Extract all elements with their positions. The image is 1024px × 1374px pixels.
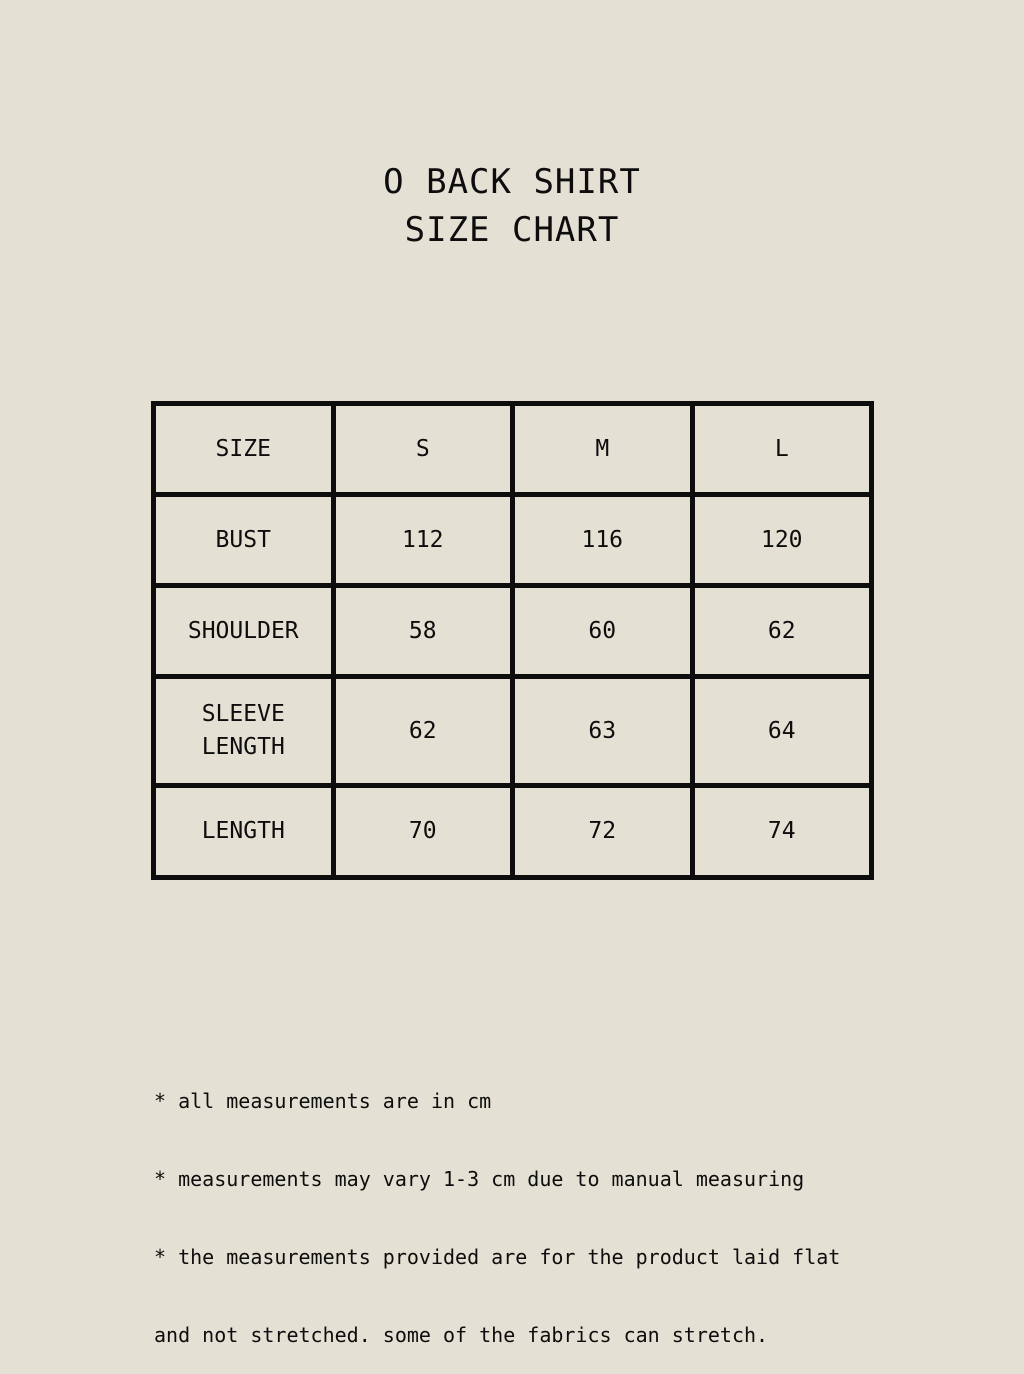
note-line-2: * measurements may vary 1-3 cm due to manual measuring (154, 1167, 805, 1191)
table-row-shoulder (154, 586, 872, 677)
measurement-notes (154, 1036, 914, 1374)
shoulder-l-value: 62 (692, 586, 872, 677)
note-line-4: and not stretched. some of the fabrics can stretch. (154, 1323, 769, 1347)
shoulder-s-value: 58 (333, 586, 513, 677)
header-cell-s: S (333, 404, 513, 495)
table-row-bust (154, 495, 872, 586)
product-name: O BACK SHIRT (383, 162, 641, 202)
bust-l-value: 120 (692, 495, 872, 586)
row-label-sleeve-line2: LENGTH (201, 734, 285, 760)
length-m-value: 72 (513, 786, 693, 878)
note-line-1: * all measurements are in cm (154, 1089, 492, 1113)
header-cell-size: SIZE (154, 404, 334, 495)
header-cell-m: M (513, 404, 693, 495)
shoulder-m-value: 60 (513, 586, 693, 677)
row-label-length: LENGTH (154, 786, 334, 878)
row-label-sleeve-line1: SLEEVE (201, 701, 285, 727)
bust-s-value: 112 (333, 495, 513, 586)
page-title (0, 158, 1024, 254)
sleeve-l-value: 64 (692, 677, 872, 786)
row-label-bust: BUST (154, 495, 334, 586)
row-label-sleeve-length (154, 677, 334, 786)
table-row-sleeve-length (154, 677, 872, 786)
sleeve-m-value: 63 (513, 677, 693, 786)
bust-m-value: 116 (513, 495, 693, 586)
table-row-length (154, 786, 872, 878)
chart-title: SIZE CHART (404, 210, 620, 250)
length-l-value: 74 (692, 786, 872, 878)
table-header-row (154, 404, 872, 495)
size-chart-table (151, 401, 874, 880)
note-line-3: * the measurements provided are for the product laid flat (154, 1245, 841, 1269)
row-label-shoulder: SHOULDER (154, 586, 334, 677)
header-cell-l: L (692, 404, 872, 495)
sleeve-s-value: 62 (333, 677, 513, 786)
length-s-value: 70 (333, 786, 513, 878)
